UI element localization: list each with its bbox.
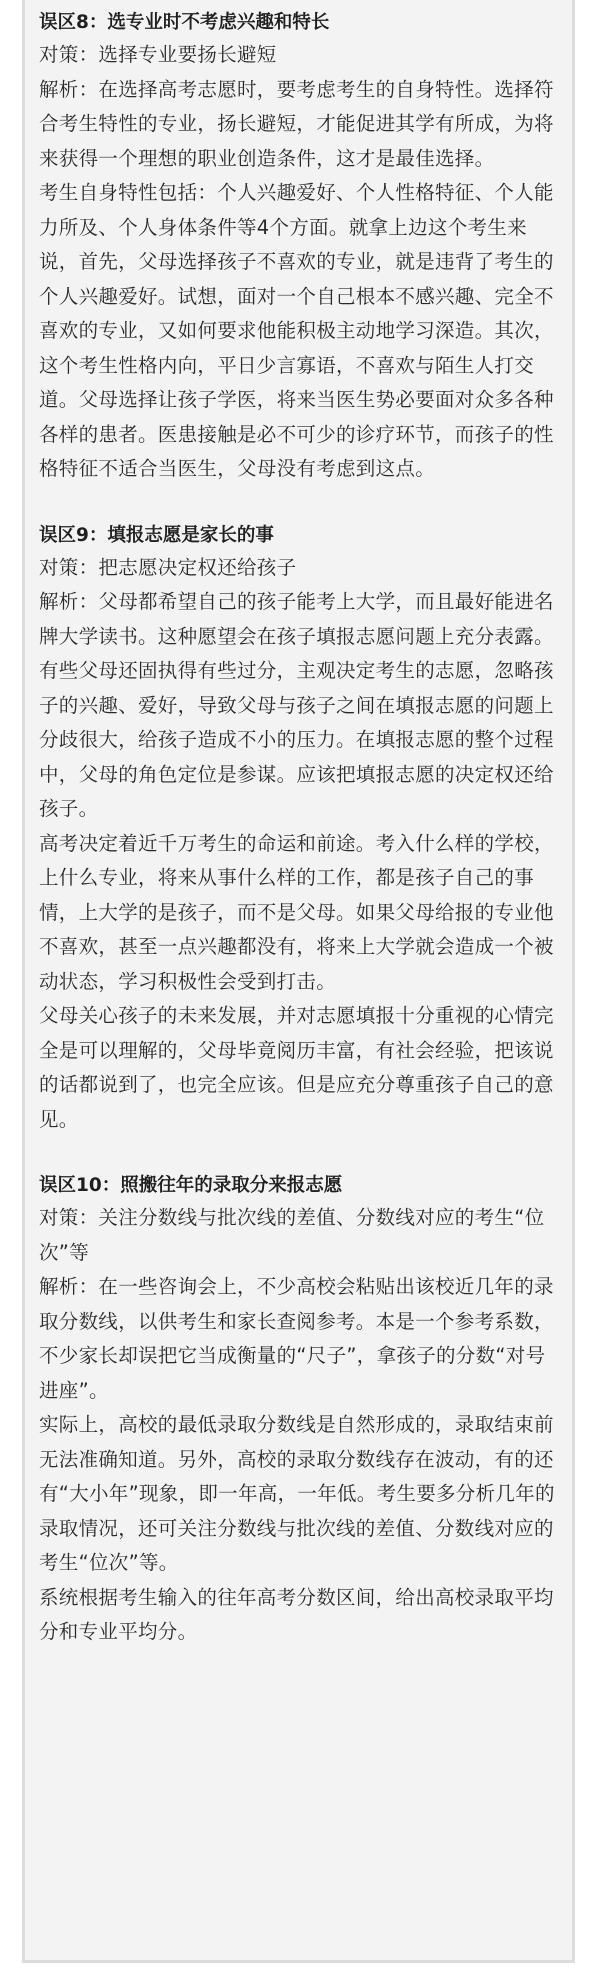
- body-paragraph: 父母关心孩子的未来发展，并对志愿填报十分重视的心情完全是可以理解的，父母毕竟阅历丰富，有社会经验，把该说的话都说到了，也完全应该。但是应充分尊重孩子自己的意见。: [39, 1004, 554, 1131]
- body-paragraph: 实际上，高校的最低录取分数线是自然形成的，录取结束前无法准确知道。另外，高校的录取分数线存在波动，有的还有“大小年”现象，即一年高，一年低。考生要多分析几年的录取情况，还可关注分数线与批次线的差值、分数线对应的考生“位次”等。: [39, 1413, 555, 1574]
- section-misconception-10: [39, 1171, 559, 1650]
- analysis-paragraph: 解析：在一些咨询会上，不少高校会粘贴出该校近几年的录取分数线，以供考生和家长查阅参考。本是一个参考系数，不少家长却误把它当成衡量的“尺子”，拿孩子的分数“对号进座”。: [39, 1275, 554, 1402]
- right-border-rail: [572, 0, 575, 1960]
- body-paragraph: 高考决定着近千万考生的命运和前途。考入什么样的学校，上什么专业，将来从事什么样的工作，都是孩子自己的事情，上大学的是孩子，而不是父母。如果父母给报的专业他不喜欢，甚至一点兴趣都没有，将来上大学就会造成一个被动状态，学习积极性会受到打击。: [39, 831, 554, 993]
- analysis-paragraph: 解析：在选择高考志愿时，要考虑考生的自身特性。选择符合考生特性的专业，扬长避短，才能促进其学有所成，为将来获得一个理想的职业创造条件，这才是最佳选择。: [39, 77, 554, 170]
- bottom-border-rail: [22, 1960, 575, 1963]
- body-paragraph: 考生自身特性包括：个人兴趣爱好、个人性格特征、个人能力所及、个人身体条件等4个方面。就拿上边这个考生来说，首先，父母选择孩子不喜欢的专业，就是违背了考生的个人兴趣爱好。试想，面对一个自己根本不感兴趣、完全不喜欢的专业，又如何要求他能积极主动地学习深造。其次，这个考生性格内向，平日少言寡语，不喜欢与陌生人打交道。父母选择让孩子学医，将来当医生势必要面对众多各种各样的患者。医患接触是必不可少的诊疗环节，而孩子的性格特征不适合当医生，父母没有考虑到这点。: [39, 181, 554, 480]
- section-misconception-8: [39, 8, 559, 487]
- section-misconception-9: [39, 521, 559, 1138]
- section-title: 误区8：选专业时不考虑兴趣和特长: [39, 12, 330, 33]
- strategy-line: 对策：选择专业要扬长避短: [39, 43, 277, 66]
- strategy-line: 对策：关注分数线与批次线的差值、分数线对应的考生“位次”等: [39, 1206, 545, 1264]
- section-title: 误区9：填报志愿是家长的事: [39, 524, 274, 546]
- strategy-line: 对策：把志愿决定权还给孩子: [39, 555, 297, 579]
- body-paragraph: 系统根据考生输入的往年高考分数区间，给出高校录取平均分和专业平均分。: [39, 1585, 554, 1643]
- article-content: [39, 8, 559, 1650]
- section-title: 误区10：照搬往年的录取分来报志愿: [39, 1175, 343, 1196]
- analysis-paragraph: 解析：父母都希望自己的孩子能考上大学，而且最好能进名牌大学读书。这种愿望会在孩子填报志愿问题上充分表露。有些父母还固执得有些过分，主观决定考生的志愿，忽略孩子的兴趣、爱好，导致父母与孩子之间在填报志愿的问题上分歧很大，给孩子造成不小的压力。在填报志愿的整个过程中，父母的角色定位是参谋。应该把填报志愿的决定权还给孩子。: [39, 590, 554, 820]
